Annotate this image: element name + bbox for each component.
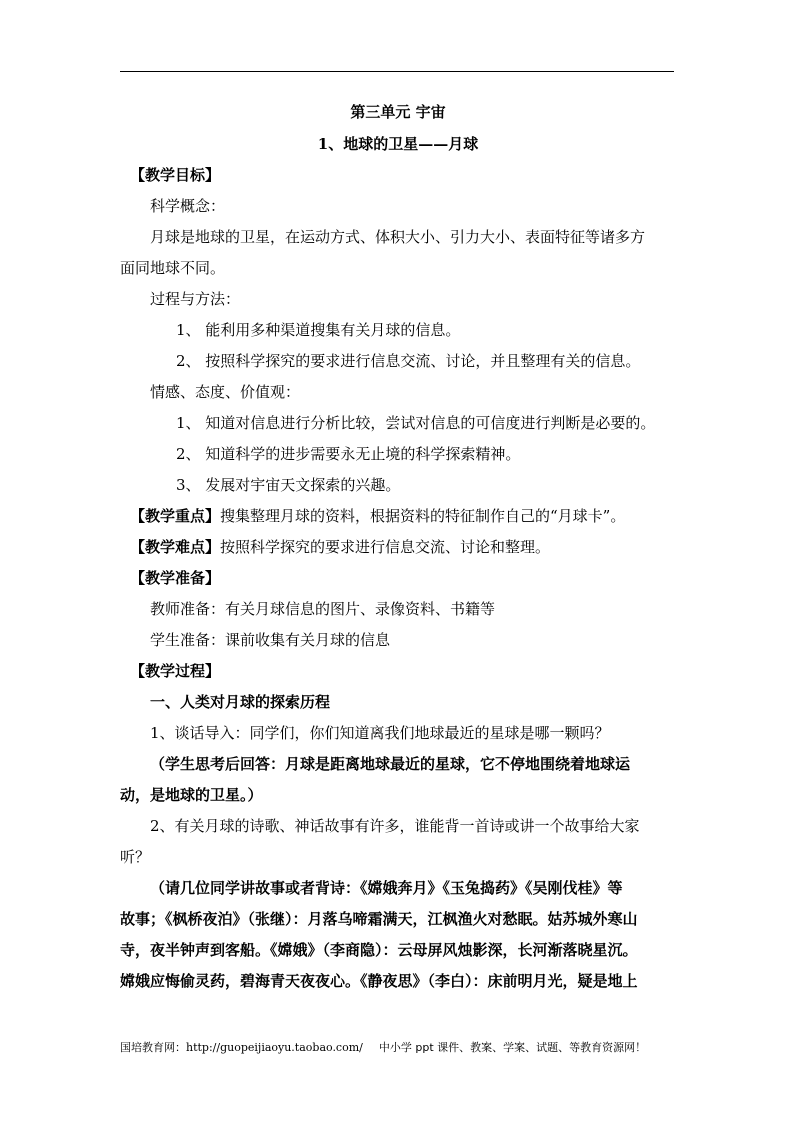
- key-point: [120, 501, 676, 532]
- section-1-title: 一、人类对月球的探索历程: [150, 693, 331, 711]
- process-method-label: 过程与方法：: [150, 290, 241, 308]
- heading-preparation: 【教学准备】: [130, 569, 221, 587]
- question-1: 1、谈话导入：同学们，你们知道离我们地球最近的星球是哪一颗吗？: [150, 724, 610, 742]
- concept-text-line1: 月球是地球的卫星，在运动方式、体积大小、引力大小、表面特征等诸多方: [150, 228, 646, 246]
- emotion-item-1: 1、 知道对信息进行分析比较，尝试对信息的可信度进行判断是必要的。: [176, 414, 656, 432]
- lesson-title: 1、地球的卫星——月球: [317, 135, 479, 153]
- emotion-item-3: 3、 发展对宇宙天文探索的兴趣。: [176, 476, 401, 494]
- concept-text-line2: 面同地球不同。: [120, 259, 226, 277]
- emotion-item-2: 2、 知道科学的进步需要永无止境的科学探索精神。: [176, 445, 521, 463]
- science-concept-label: 科学概念：: [150, 197, 226, 215]
- answer-2-line4: 嫦娥应悔偷灵药，碧海青天夜夜心。《静夜思》（李白）：床前明月光，疑是地上: [120, 972, 638, 990]
- prep-student: 学生准备：课前收集有关月球的信息: [150, 631, 391, 649]
- footer-tagline: 中小学 ppt 课件、教案、学案、试题、等教育资源网！: [378, 1041, 647, 1054]
- document-body: [120, 96, 676, 997]
- page-footer: [120, 1040, 680, 1056]
- footer-url[interactable]: http://guopeijiaoyu.taobao.com/: [186, 1041, 363, 1054]
- emotion-label: 情感、态度、价值观：: [150, 383, 301, 401]
- answer-1-line1: （学生思考后回答：月球是距离地球最近的星球，它不停地围绕着地球运: [150, 755, 631, 773]
- heading-objectives: 【教学目标】: [130, 166, 221, 184]
- unit-title: 第三单元 宇宙: [350, 103, 446, 121]
- answer-2-line1: （请几位同学讲故事或者背诗：《嫦娥奔月》《玉兔捣药》《吴刚伐桂》等: [150, 879, 623, 897]
- difficulty-label: 【教学难点】: [130, 538, 221, 556]
- question-2-line2: 听？: [120, 848, 151, 866]
- process-item-1: 1、 能利用多种渠道搜集有关月球的信息。: [176, 321, 461, 339]
- key-point-label: 【教学重点】: [130, 507, 221, 525]
- footer-label: 国培教育网：: [120, 1041, 186, 1054]
- answer-2-line2: 故事；《枫桥夜泊》（张继）：月落乌啼霜满天，江枫渔火对愁眠。姑苏城外寒山: [120, 910, 638, 928]
- answer-1-line2: 动，是地球的卫星。）: [120, 786, 263, 804]
- key-point-text: 搜集整理月球的资料，根据资料的特征制作自己的“月球卡”。: [220, 507, 626, 525]
- difficulty: [120, 532, 676, 563]
- difficulty-text: 按照科学探究的要求进行信息交流、讨论和整理。: [220, 538, 551, 556]
- heading-process: 【教学过程】: [130, 662, 221, 680]
- answer-2-line3: 寺，夜半钟声到客船。《嫦娥》（李商隐）：云母屏风烛影深，长河渐落晓星沉。: [120, 941, 638, 959]
- question-2-line1: 2、有关月球的诗歌、神话故事有许多，谁能背一首诗或讲一个故事给大家: [150, 817, 640, 835]
- prep-teacher: 教师准备：有关月球信息的图片、录像资料、书籍等: [150, 600, 496, 618]
- process-item-2: 2、 按照科学探究的要求进行信息交流、讨论，并且整理有关的信息。: [176, 352, 641, 370]
- header-rule: [120, 71, 674, 72]
